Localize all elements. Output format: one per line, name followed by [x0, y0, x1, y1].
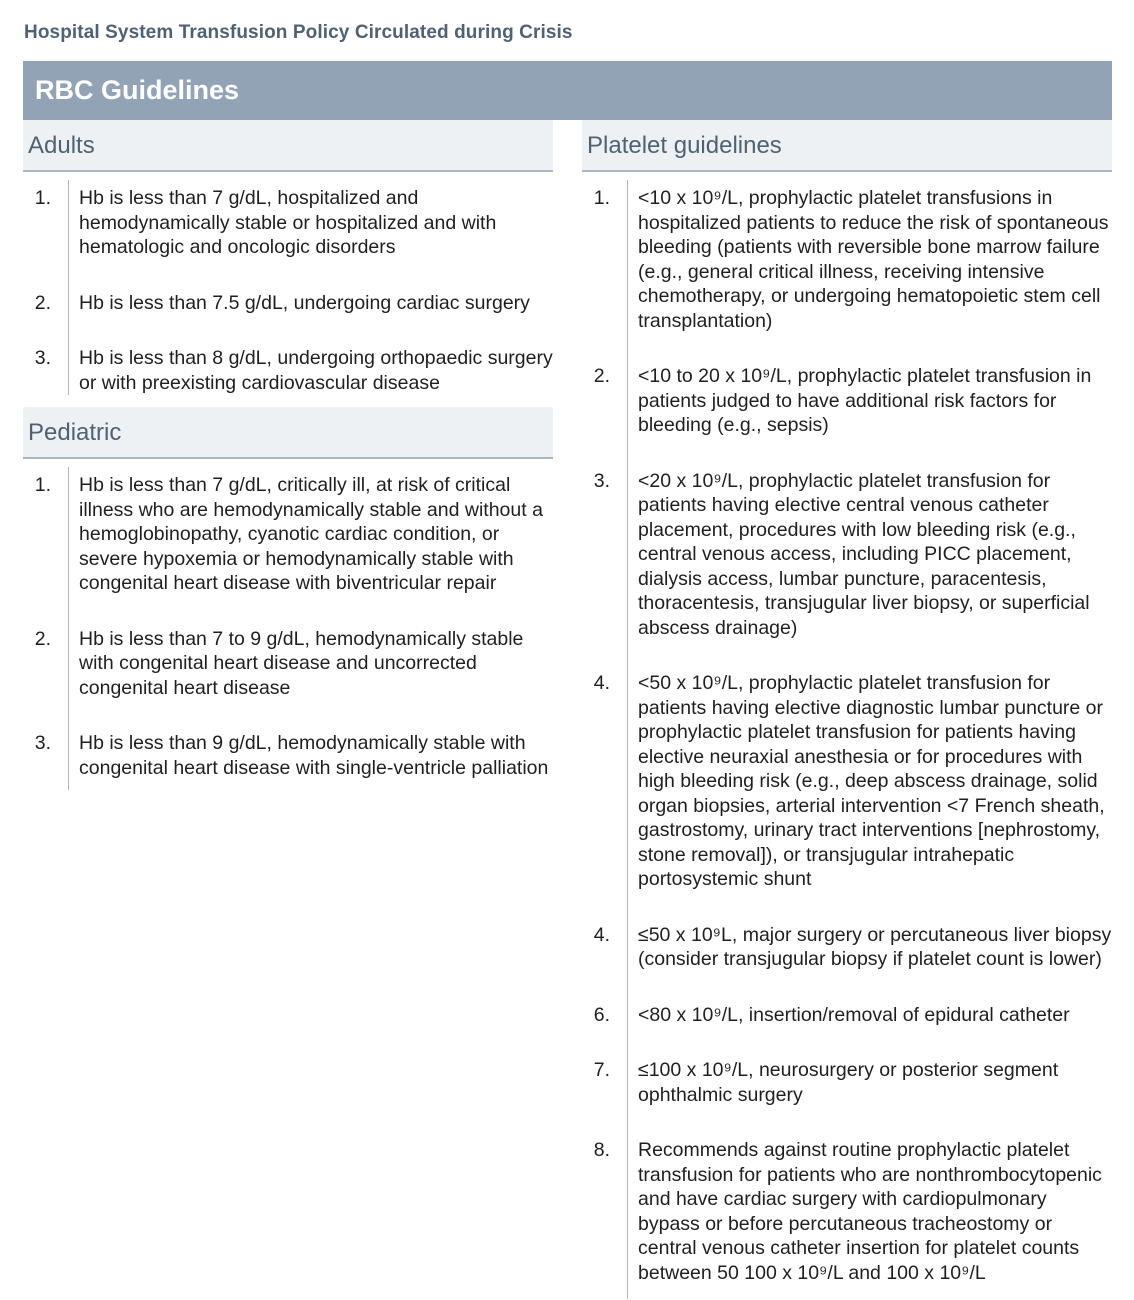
platelet-section-header	[582, 120, 1112, 172]
rbc-guidelines-banner	[23, 61, 1112, 120]
item-number: 1.	[34, 474, 51, 496]
list-item	[582, 665, 1112, 892]
list-item	[582, 358, 1112, 438]
figure-caption: Hospital System Transfusion Policy Circulated during Crisis	[24, 22, 573, 43]
item-text: ≤50 x 10⁹L, major surgery or percutaneous liver biopsy (consider transjugular biopsy if platelet count is lower)	[638, 923, 1112, 970]
list-item	[582, 997, 1112, 1028]
pediatric-section-header	[23, 407, 553, 459]
item-number: 8.	[593, 1139, 610, 1161]
item-text: <10 x 10⁹/L, prophylactic platelet transfusions in hospitalized patients to reduce the risk of spontaneous bleeding (patients with reversible bone marrow failure (e.g., general critical illness, receiving intensive chemotherapy, or undergoing hematopoietic stem cell transplantation)	[638, 187, 1109, 332]
item-number: 3.	[34, 732, 51, 754]
list-item	[23, 621, 553, 701]
item-text: <80 x 10⁹/L, insertion/removal of epidural catheter	[638, 1003, 1070, 1026]
rbc-column	[23, 120, 553, 790]
item-number: 6.	[593, 1003, 610, 1026]
item-number: 2.	[34, 291, 51, 314]
adults-list	[23, 180, 553, 395]
item-text: Hb is less than 7 g/dL, hospitalized and hemodynamically stable or hospitalized and with hematologic and oncologic disorders	[79, 187, 497, 258]
item-text: <50 x 10⁹/L, prophylactic platelet transfusion for patients having elective diagnostic lumbar puncture or prophylactic platelet transfusion for patients having elective neuraxial anesthesia or for procedures with high bleeding risk (e.g., deep abscess drainage, solid organ biopsies, arterial intervention <7 French sheath, gastrostomy, urinary tract interventions [nephrostomy, stone removal]), or transjugular intrahepatic portosystemic shunt	[638, 672, 1105, 890]
adults-section-header	[23, 120, 553, 172]
item-text: ≤100 x 10⁹/L, neurosurgery or posterior segment ophthalmic surgery	[638, 1059, 1059, 1106]
platelet-column	[582, 120, 1112, 1299]
item-number: 1.	[34, 187, 51, 209]
item-text: <10 to 20 x 10⁹/L, prophylactic platelet transfusion in patients judged to have additional risk factors for bleeding (e.g., sepsis)	[638, 365, 1092, 436]
item-number: 4.	[593, 672, 610, 694]
list-item	[582, 180, 1112, 333]
item-text: Hb is less than 7.5 g/dL, undergoing cardiac surgery	[79, 291, 530, 314]
item-text: Hb is less than 7 to 9 g/dL, hemodynamically stable with congenital heart disease and uncorrected congenital heart disease	[79, 627, 524, 699]
list-item	[582, 1052, 1112, 1107]
item-text: Recommends against routine prophylactic platelet transfusion for patients who are nonthrombocytopenic and have cardiac surgery with cardiopulmonary bypass or before percutaneous tracheostomy or central venous catheter insertion for platelet counts between 50 100 x 10⁹/L and 100 x 10⁹/L	[638, 1139, 1102, 1284]
list-item	[582, 1132, 1112, 1285]
list-item	[23, 340, 553, 395]
item-number: 4.	[593, 923, 610, 946]
adults-heading: Adults	[28, 132, 95, 159]
item-number: 3.	[34, 347, 51, 369]
item-number: 2.	[34, 627, 51, 650]
list-item	[582, 463, 1112, 641]
item-text: Hb is less than 7 g/dL, critically ill, at risk of critical illness who are hemodynamically stable and without a hemoglobinopathy, cyanotic cardiac condition, or severe hypoxemia or hemodynamically stable with congenital heart disease with biventricular repair	[79, 474, 543, 594]
platelet-list	[582, 180, 1112, 1299]
list-item	[23, 285, 553, 316]
item-number: 3.	[593, 469, 610, 492]
item-text: Hb is less than 8 g/dL, undergoing orthopaedic surgery or with preexisting cardiovascular disease	[79, 347, 553, 394]
list-item	[23, 725, 553, 780]
banner-title: RBC Guidelines	[35, 75, 240, 105]
item-text: <20 x 10⁹/L, prophylactic platelet transfusion for patients having elective central venous catheter placement, procedures with low bleeding risk (e.g., central venous access, including PICC placement, dialysis access, lumbar puncture, paracentesis, thoracentesis, transjugular liver biopsy, or superficial abscess drainage)	[638, 469, 1090, 639]
item-number: 1.	[593, 187, 610, 209]
pediatric-heading: Pediatric	[28, 419, 122, 446]
item-number: 2.	[593, 365, 610, 387]
platelet-heading: Platelet guidelines	[587, 132, 782, 159]
item-text: Hb is less than 9 g/dL, hemodynamically stable with congenital heart disease with single-ventricle palliation	[79, 732, 549, 779]
item-number: 7.	[593, 1059, 610, 1081]
list-item	[582, 917, 1112, 972]
list-item	[23, 180, 553, 260]
list-item	[23, 467, 553, 596]
pediatric-list	[23, 467, 553, 790]
